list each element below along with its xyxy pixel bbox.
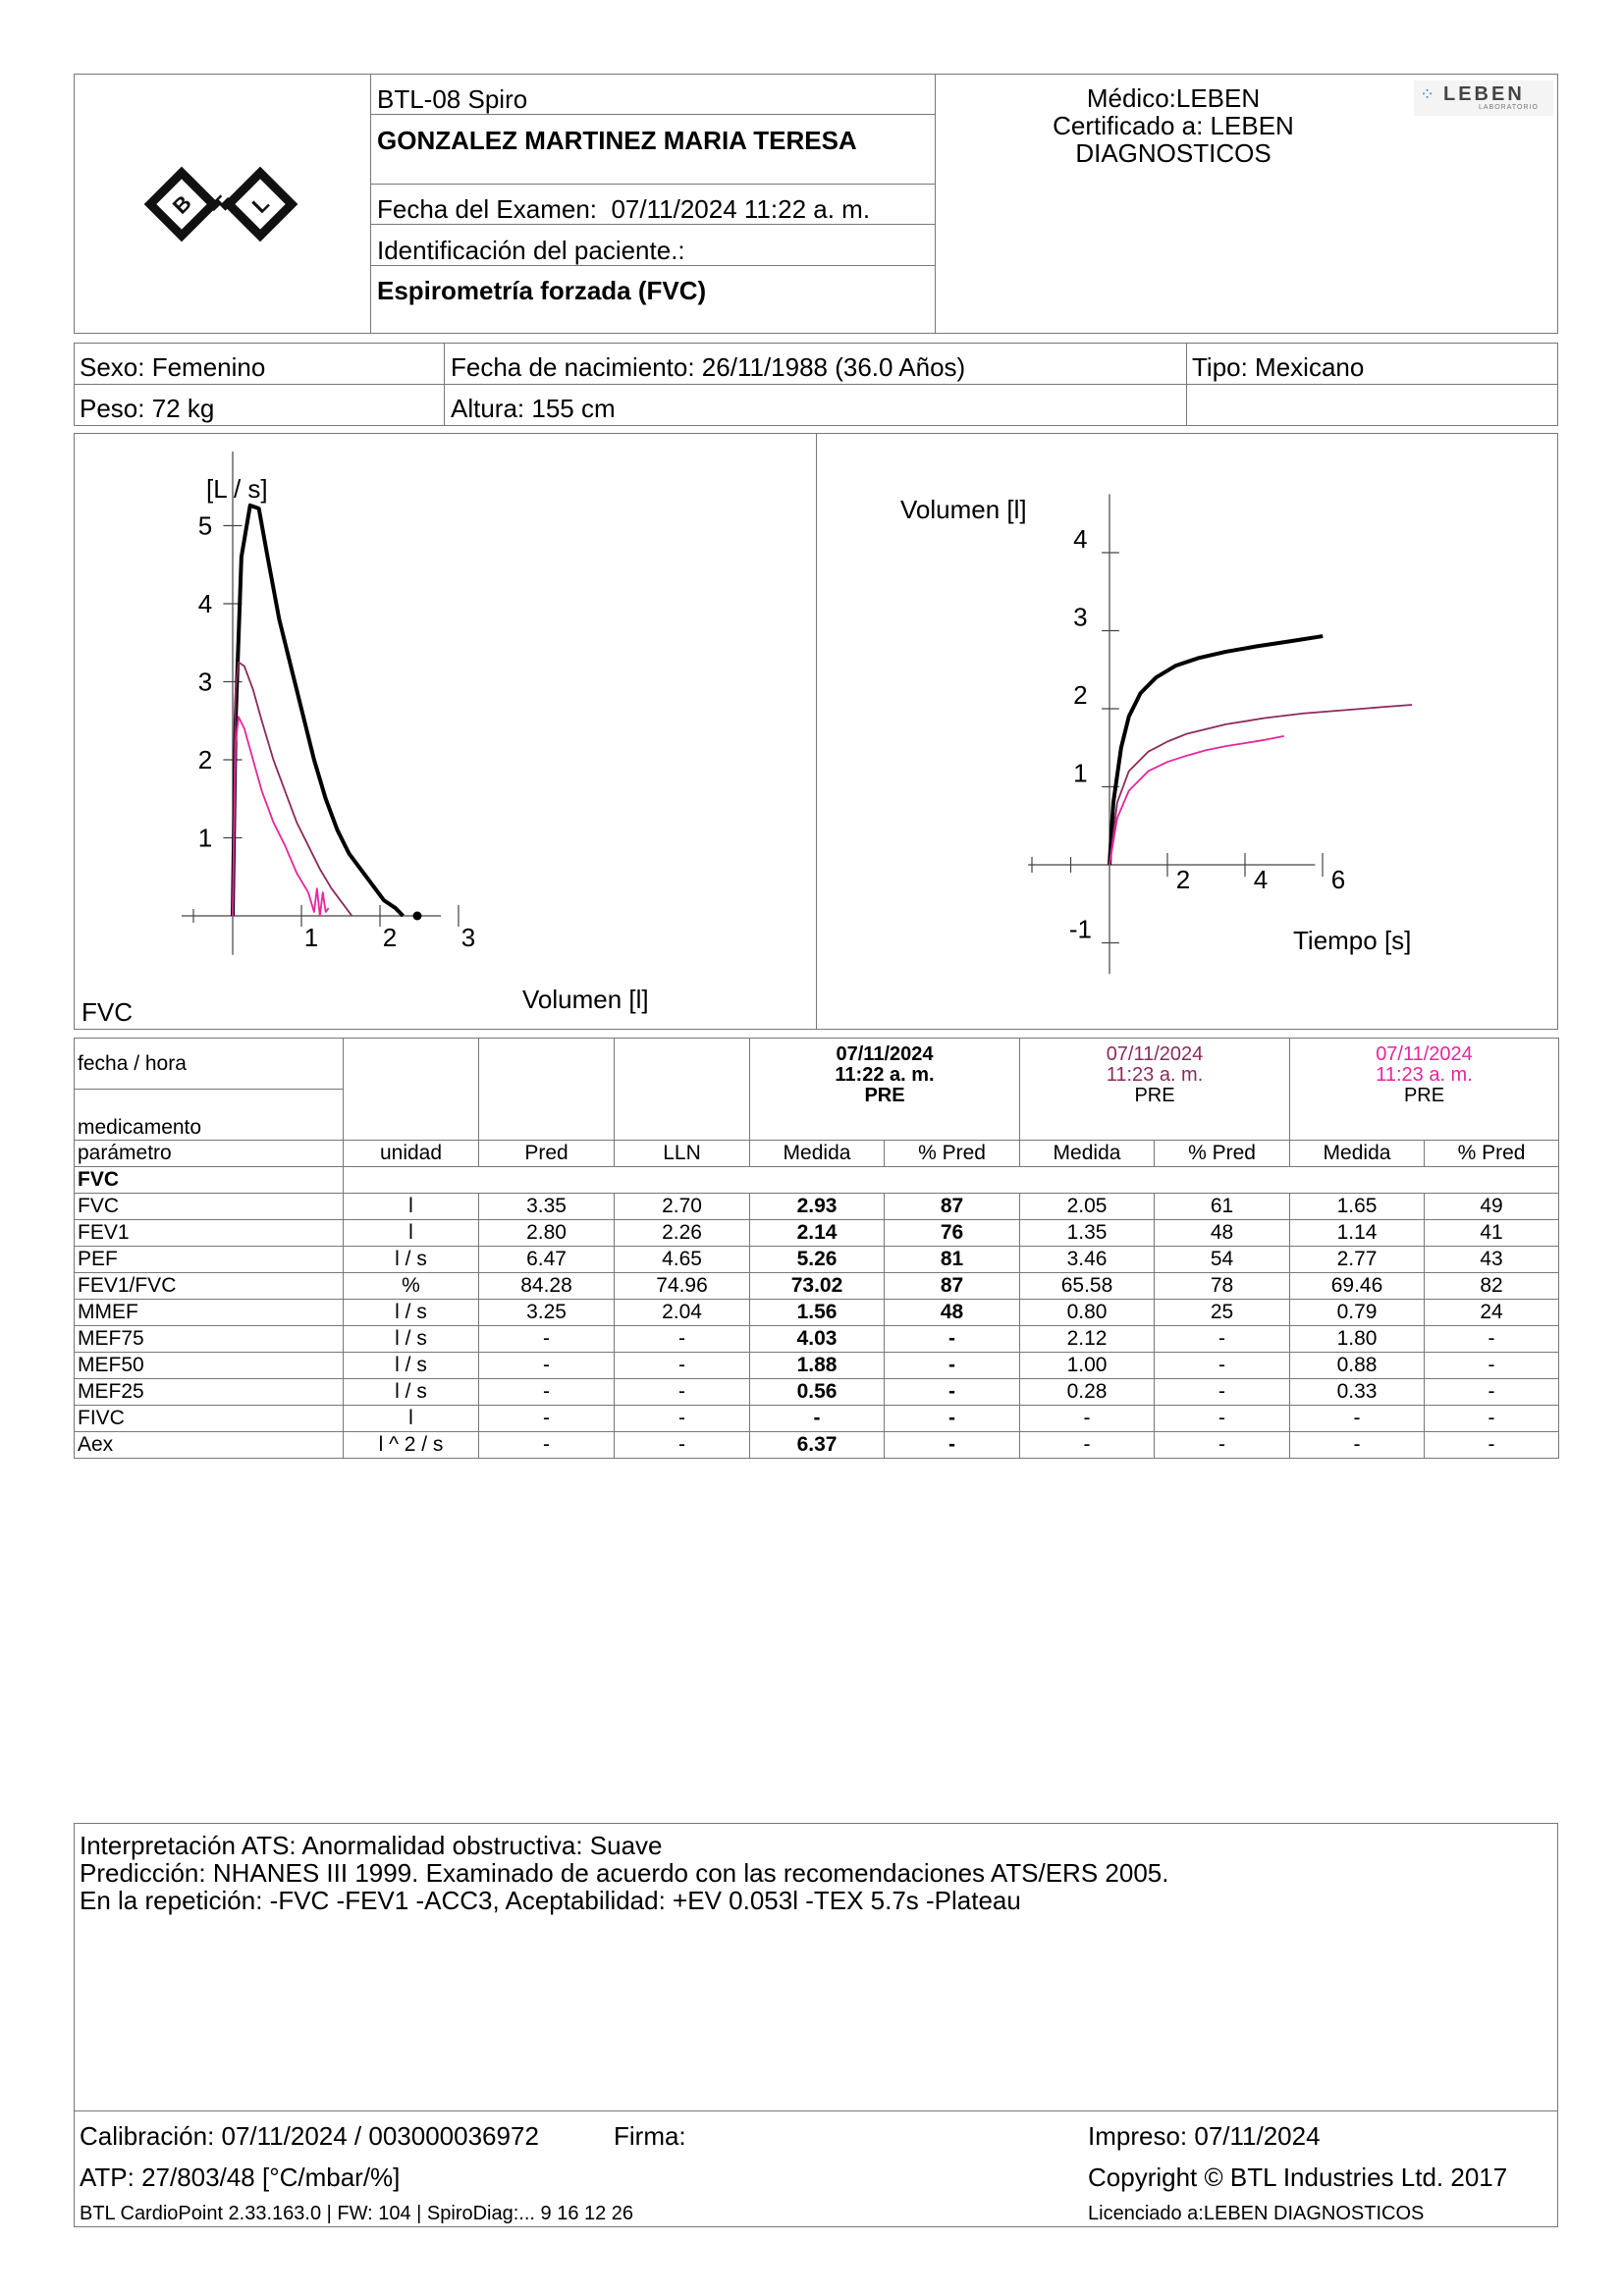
- table-section-row: [75, 1167, 1559, 1194]
- table-cell: 6.37: [750, 1432, 885, 1459]
- leben-logo-text: LEBEN: [1443, 83, 1525, 105]
- calibration: Calibración: 07/11/2024 / 003000036972: [80, 2121, 539, 2151]
- table-cell: l: [344, 1220, 479, 1247]
- table-cell: %: [344, 1273, 479, 1300]
- table-cell: -: [1020, 1406, 1155, 1432]
- trial-3-header: 07/11/2024 11:23 a. m. PRE: [1290, 1039, 1559, 1141]
- table-cell: 2.14: [750, 1220, 885, 1247]
- atp-info: ATP: 27/803/48 [°C/mbar/%]: [80, 2163, 401, 2192]
- parameter-name: MEF50: [75, 1353, 344, 1379]
- parameter-name: Aex: [75, 1432, 344, 1459]
- table-cell: -: [1425, 1379, 1559, 1406]
- patient-type: Tipo: Mexicano: [1192, 352, 1365, 382]
- table-cell: -: [615, 1353, 750, 1379]
- fv-series-2: [233, 663, 352, 916]
- table-cell: 43: [1425, 1247, 1559, 1273]
- table-cell: 65.58: [1020, 1273, 1155, 1300]
- table-cell: -: [479, 1326, 615, 1353]
- trial-1-header: 07/11/2024 11:22 a. m. PRE: [750, 1039, 1020, 1141]
- table-cell: -: [1290, 1406, 1425, 1432]
- printed-date: Impreso: 07/11/2024: [1088, 2121, 1321, 2151]
- table-cell: 0.28: [1020, 1379, 1155, 1406]
- column-header: % Pred: [885, 1141, 1020, 1167]
- leben-logo-sub: LABORATORIO: [1479, 104, 1539, 111]
- table-cell: 3.25: [479, 1300, 615, 1326]
- device-name: BTL-08 Spiro: [377, 84, 528, 114]
- doctor-name: Médico:LEBEN: [1086, 83, 1261, 113]
- vt-series-2: [1109, 705, 1412, 865]
- fv-y-tick-label: 4: [197, 589, 213, 618]
- table-cell: -: [615, 1406, 750, 1432]
- parameter-name: FEV1: [75, 1220, 344, 1247]
- table-cell: -: [885, 1326, 1020, 1353]
- column-header: % Pred: [1155, 1141, 1290, 1167]
- table-cell: -: [885, 1406, 1020, 1432]
- column-header: Medida: [1020, 1141, 1155, 1167]
- doctor-info: [1021, 84, 1325, 167]
- table-header-row: [75, 1141, 1559, 1167]
- table-cell: 76: [885, 1220, 1020, 1247]
- table-cell: 25: [1155, 1300, 1290, 1326]
- table-cell: l / s: [344, 1353, 479, 1379]
- table-cell: 73.02: [750, 1273, 885, 1300]
- table-cell: -: [1425, 1406, 1559, 1432]
- vt-y-tick-label: 1: [1073, 758, 1088, 788]
- table-cell: -: [1425, 1326, 1559, 1353]
- table-cell: -: [615, 1432, 750, 1459]
- table-cell: l / s: [344, 1300, 479, 1326]
- table-cell: 74.96: [615, 1273, 750, 1300]
- section-label: FVC: [75, 1167, 344, 1194]
- table-cell: 0.56: [750, 1379, 885, 1406]
- table-cell: -: [885, 1353, 1020, 1379]
- table-cell: 6.47: [479, 1247, 615, 1273]
- table-cell: -: [885, 1432, 1020, 1459]
- table-cell: 48: [1155, 1220, 1290, 1247]
- column-header: unidad: [344, 1141, 479, 1167]
- table-cell: 61: [1155, 1194, 1290, 1220]
- btl-logo: [142, 165, 299, 243]
- table-cell: 2.93: [750, 1194, 885, 1220]
- table-row: [75, 1039, 1559, 1090]
- parameter-name: FEV1/FVC: [75, 1273, 344, 1300]
- fv-x-tick-label: 3: [460, 923, 476, 952]
- table-cell: -: [615, 1326, 750, 1353]
- table-cell: 0.88: [1290, 1353, 1425, 1379]
- vt-xlabel: Tiempo [s]: [1293, 926, 1412, 955]
- software-version: BTL CardioPoint 2.33.163.0 | FW: 104 | SpiroDiag:... 9 16 12 26: [80, 2203, 634, 2224]
- vt-y-tick-label: -1: [1068, 914, 1092, 944]
- table-cell: 0.33: [1290, 1379, 1425, 1406]
- table-cell: -: [885, 1379, 1020, 1406]
- parameter-name: MEF75: [75, 1326, 344, 1353]
- column-header: Medida: [750, 1141, 885, 1167]
- table-cell: l: [344, 1406, 479, 1432]
- table-cell: 2.77: [1290, 1247, 1425, 1273]
- table-cell: 2.26: [615, 1220, 750, 1247]
- patient-name: GONZALEZ MARTINEZ MARIA TERESA: [377, 126, 857, 155]
- fv-endpoint-marker: [413, 912, 422, 921]
- vt-y-tick-label: 2: [1073, 680, 1088, 710]
- table-cell: 1.00: [1020, 1353, 1155, 1379]
- column-header: Pred: [479, 1141, 615, 1167]
- column-header: Medida: [1290, 1141, 1425, 1167]
- btl-logo-text-t: T: [207, 190, 235, 218]
- vt-x-tick-label: 6: [1330, 865, 1346, 894]
- table-cell: 2.70: [615, 1194, 750, 1220]
- fv-y-tick-label: 2: [197, 745, 213, 774]
- table-row: [75, 1406, 1559, 1432]
- table-cell: -: [1155, 1353, 1290, 1379]
- table-cell: 2.05: [1020, 1194, 1155, 1220]
- test-type: Espirometría forzada (FVC): [377, 276, 707, 305]
- table-cell: 87: [885, 1194, 1020, 1220]
- vt-y-tick-label: 3: [1073, 602, 1088, 632]
- table-cell: 87: [885, 1273, 1020, 1300]
- vt-series-1: [1109, 636, 1323, 865]
- table-cell: -: [1155, 1432, 1290, 1459]
- parameter-name: FIVC: [75, 1406, 344, 1432]
- signature-label: Firma:: [614, 2121, 686, 2151]
- fv-x-tick-label: 2: [382, 923, 398, 952]
- table-cell: 1.35: [1020, 1220, 1155, 1247]
- table-cell: l / s: [344, 1247, 479, 1273]
- table-cell: 69.46: [1290, 1273, 1425, 1300]
- table-row: [75, 1273, 1559, 1300]
- table-cell: 81: [885, 1247, 1020, 1273]
- table-row: [75, 1326, 1559, 1353]
- table-cell: l: [344, 1194, 479, 1220]
- vt-x-tick-label: 4: [1253, 865, 1269, 894]
- table-row: [75, 1353, 1559, 1379]
- column-header: LLN: [615, 1141, 750, 1167]
- table-cell: -: [615, 1379, 750, 1406]
- table-cell: 49: [1425, 1194, 1559, 1220]
- vt-x-tick-label: 2: [1175, 865, 1191, 894]
- table-cell: 1.14: [1290, 1220, 1425, 1247]
- copyright: Copyright © BTL Industries Ltd. 2017: [1088, 2163, 1508, 2192]
- fv-corner-label: FVC: [81, 997, 133, 1027]
- fecha-label: fecha / hora: [75, 1039, 344, 1090]
- table-cell: 1.65: [1290, 1194, 1425, 1220]
- fv-x-tick-label: 1: [303, 923, 319, 952]
- interpretation-text: [80, 1832, 1168, 1914]
- parameter-name: PEF: [75, 1247, 344, 1273]
- table-row: [75, 1220, 1559, 1247]
- table-cell: -: [1425, 1353, 1559, 1379]
- table-cell: -: [1020, 1432, 1155, 1459]
- table-row: [75, 1194, 1559, 1220]
- fv-xlabel: Volumen [l]: [522, 985, 649, 1014]
- btl-logo-text-b: B: [167, 189, 196, 219]
- column-header: % Pred: [1425, 1141, 1559, 1167]
- table-cell: 2.80: [479, 1220, 615, 1247]
- table-cell: 3.46: [1020, 1247, 1155, 1273]
- table-cell: 1.80: [1290, 1326, 1425, 1353]
- flow-volume-chart: [76, 435, 814, 1028]
- interpretation-line2: Predicción: NHANES III 1999. Examinado de acuerdo con las recomendaciones ATS/ERS 2005.: [80, 1858, 1169, 1888]
- parameter-name: MMEF: [75, 1300, 344, 1326]
- table-row: [75, 1432, 1559, 1459]
- table-cell: -: [1155, 1326, 1290, 1353]
- patient-id-label: Identificación del paciente.:: [377, 236, 685, 265]
- fv-y-tick-label: 3: [197, 667, 213, 697]
- table-cell: -: [1155, 1379, 1290, 1406]
- table-cell: l / s: [344, 1379, 479, 1406]
- leben-logo-icon: ⁘: [1420, 84, 1435, 104]
- patient-height: Altura: 155 cm: [451, 394, 616, 423]
- patient-sex: Sexo: Femenino: [80, 352, 266, 382]
- certified-line2: DIAGNOSTICOS: [1075, 138, 1271, 168]
- table-cell: 1.88: [750, 1353, 885, 1379]
- table-cell: 24: [1425, 1300, 1559, 1326]
- parameter-name: MEF25: [75, 1379, 344, 1406]
- table-cell: -: [750, 1406, 885, 1432]
- table-cell: l / s: [344, 1326, 479, 1353]
- trial-2-header: 07/11/2024 11:23 a. m. PRE: [1020, 1039, 1290, 1141]
- medicamento-label: medicamento: [75, 1090, 344, 1141]
- vt-y-tick-label: 4: [1073, 524, 1088, 554]
- table-row: [75, 1247, 1559, 1273]
- btl-logo-text-l: L: [246, 190, 274, 218]
- table-cell: 78: [1155, 1273, 1290, 1300]
- table-cell: 48: [885, 1300, 1020, 1326]
- table-cell: 2.04: [615, 1300, 750, 1326]
- table-cell: -: [479, 1353, 615, 1379]
- table-cell: -: [1155, 1406, 1290, 1432]
- table-cell: 0.80: [1020, 1300, 1155, 1326]
- table-cell: 82: [1425, 1273, 1559, 1300]
- table-cell: -: [479, 1379, 615, 1406]
- parameter-name: FVC: [75, 1194, 344, 1220]
- column-header: parámetro: [75, 1141, 344, 1167]
- table-cell: -: [1425, 1432, 1559, 1459]
- fv-y-tick-label: 1: [197, 823, 213, 853]
- patient-dob: Fecha de nacimiento: 26/11/1988 (36.0 Años): [451, 352, 966, 382]
- vt-ylabel: Volumen [l]: [900, 495, 1027, 524]
- licensed-to: Licenciado a:LEBEN DIAGNOSTICOS: [1088, 2203, 1425, 2224]
- table-cell: 5.26: [750, 1247, 885, 1273]
- patient-weight: Peso: 72 kg: [80, 394, 215, 423]
- table-cell: -: [479, 1432, 615, 1459]
- results-table: [74, 1038, 1559, 1459]
- table-cell: -: [1290, 1432, 1425, 1459]
- table-cell: 0.79: [1290, 1300, 1425, 1326]
- certified-line1: Certificado a: LEBEN: [1053, 111, 1294, 140]
- table-cell: 4.65: [615, 1247, 750, 1273]
- table-cell: 1.56: [750, 1300, 885, 1326]
- interpretation-line3: En la repetición: -FVC -FEV1 -ACC3, Aceptabilidad: +EV 0.053l -TEX 5.7s -Plateau: [80, 1886, 1021, 1915]
- vt-series-3: [1109, 736, 1284, 865]
- table-cell: 41: [1425, 1220, 1559, 1247]
- table-cell: 54: [1155, 1247, 1290, 1273]
- exam-date: Fecha del Examen: 07/11/2024 11:22 a. m.: [377, 194, 871, 224]
- fv-ylabel: [L / s]: [206, 474, 268, 504]
- volume-time-chart: [818, 435, 1556, 1028]
- leben-logo: [1414, 80, 1553, 116]
- table-cell: 84.28: [479, 1273, 615, 1300]
- table-cell: 4.03: [750, 1326, 885, 1353]
- interpretation-line1: Interpretación ATS: Anormalidad obstructiva: Suave: [80, 1831, 663, 1860]
- table-cell: 2.12: [1020, 1326, 1155, 1353]
- table-cell: l ^ 2 / s: [344, 1432, 479, 1459]
- table-row: [75, 1300, 1559, 1326]
- table-cell: -: [479, 1406, 615, 1432]
- fv-y-tick-label: 5: [197, 510, 213, 541]
- fv-series-3: [233, 717, 329, 916]
- table-row: [75, 1379, 1559, 1406]
- table-cell: 3.35: [479, 1194, 615, 1220]
